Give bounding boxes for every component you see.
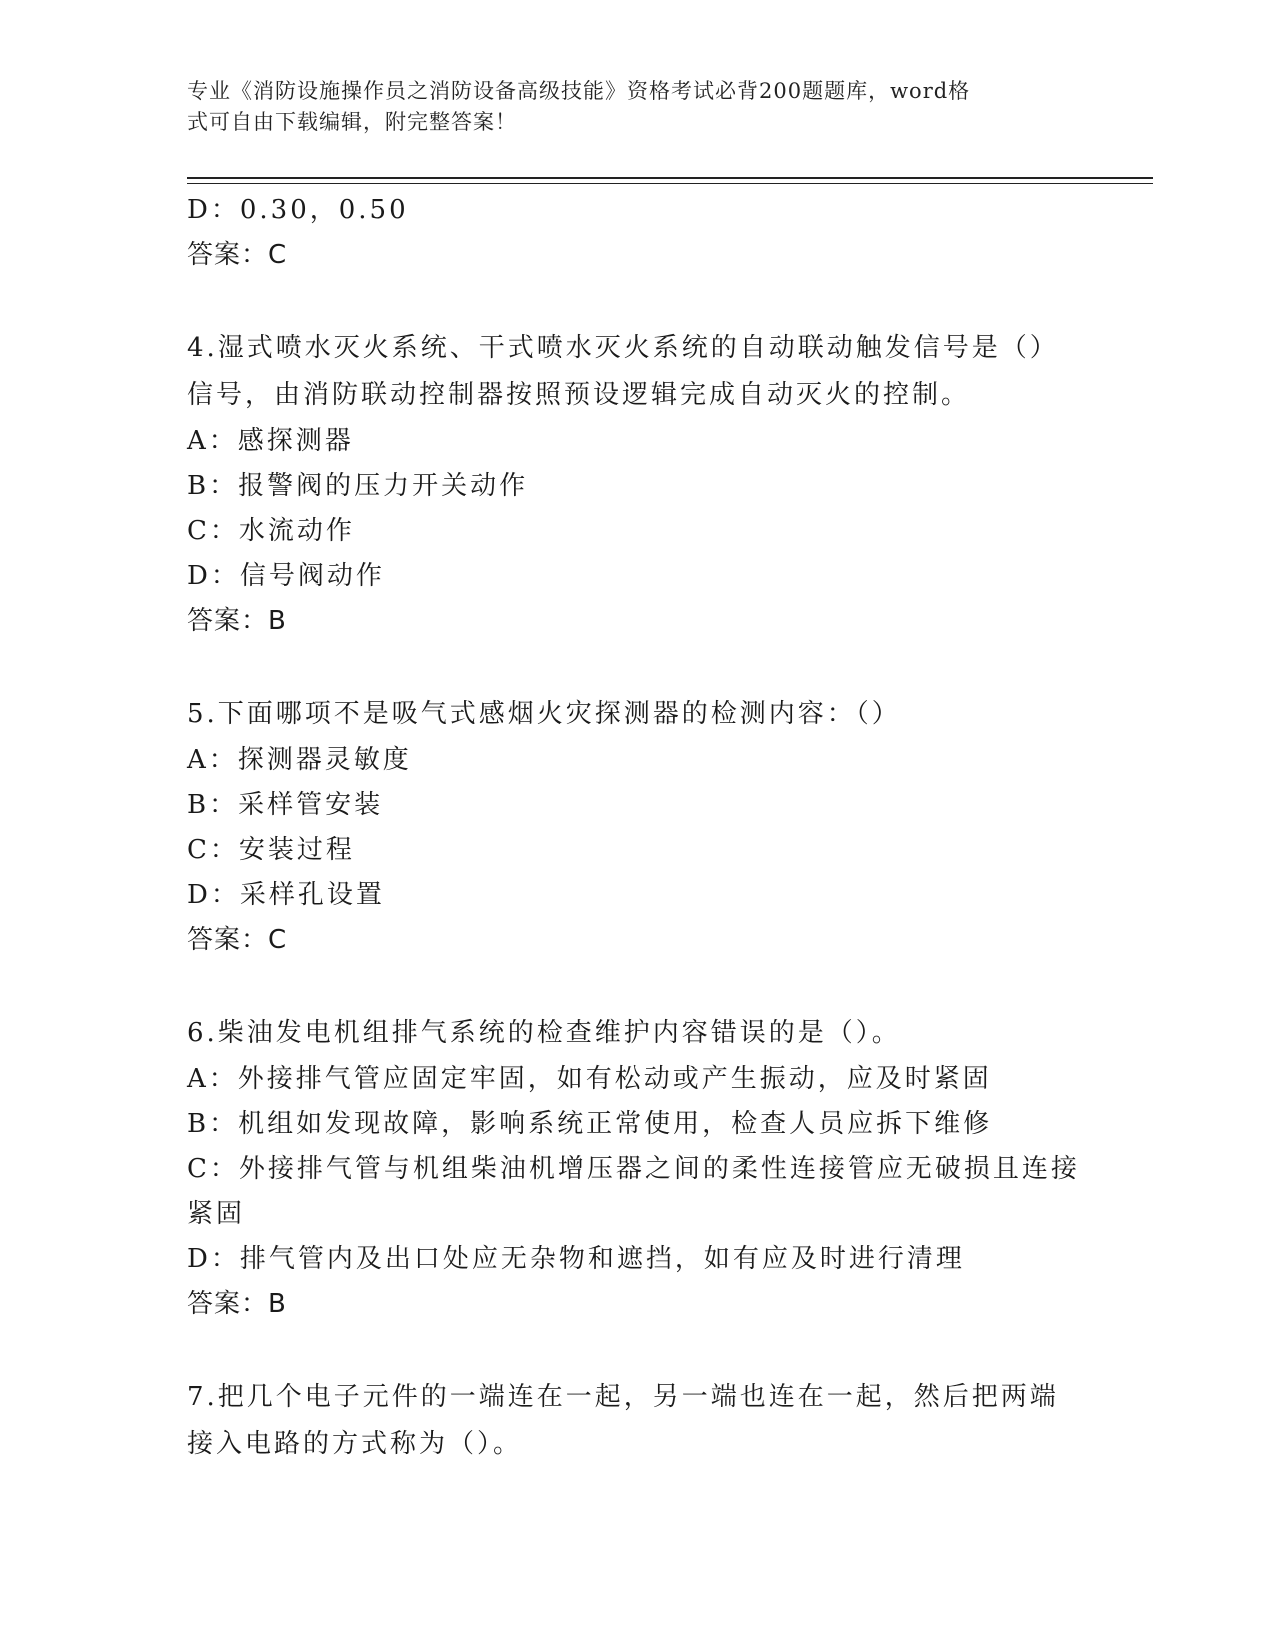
prev-answer: 答案：C — [187, 240, 288, 270]
q6-answer: 答案：B — [187, 1289, 287, 1319]
header-line-2: 式可自由下载编辑，附完整答案！ — [187, 110, 517, 134]
q5-stem: 5.下面哪项不是吸气式感烟火灾探测器的检测内容：（） — [187, 699, 901, 729]
spacer — [187, 963, 1087, 1010]
header-rule-thick — [187, 177, 1153, 179]
q4-option-d: D：信号阀动作 — [187, 561, 385, 591]
spacer — [187, 1327, 1087, 1374]
q5-answer: 答案：C — [187, 925, 288, 955]
q6-option-c-line-1: C：外接排气管与机组柴油机增压器之间的柔性连接管应无破损且连接 — [187, 1154, 1080, 1184]
spacer — [187, 278, 1087, 325]
spacer — [187, 644, 1087, 691]
q5-option-b: B：采样管安装 — [187, 790, 384, 820]
q6-option-c-line-2: 紧固 — [187, 1199, 246, 1229]
document-header — [187, 76, 1067, 138]
q5-option-c: C：安装过程 — [187, 835, 355, 865]
q7-stem-line-2: 接入电路的方式称为（）。 — [187, 1429, 523, 1459]
q4-option-b: B：报警阀的压力开关动作 — [187, 471, 529, 501]
q4-answer: 答案：B — [187, 606, 287, 636]
q5-option-d: D：采样孔设置 — [187, 880, 385, 910]
q6-stem: 6.柴油发电机组排气系统的检查维护内容错误的是（）。 — [187, 1018, 901, 1048]
q6-option-b: B：机组如发现故障，影响系统正常使用，检查人员应拆下维修 — [187, 1109, 993, 1139]
q6-option-d: D：排气管内及出口处应无杂物和遮挡，如有应及时进行清理 — [187, 1244, 965, 1274]
prev-option-d: D：0.30，0.50 — [187, 195, 409, 225]
q4-option-c: C：水流动作 — [187, 516, 355, 546]
question-content — [187, 188, 1087, 1468]
q4-stem-line-2: 信号，由消防联动控制器按照预设逻辑完成自动灭火的控制。 — [187, 380, 971, 410]
header-line-1: 专业《消防设施操作员之消防设备高级技能》资格考试必背200题题库，word格 — [187, 79, 971, 103]
q4-stem-line-1: 4.湿式喷水灭火系统、干式喷水灭火系统的自动联动触发信号是（） — [187, 333, 1059, 363]
q5-option-a: A：探测器灵敏度 — [187, 745, 412, 775]
q6-option-a: A：外接排气管应固定牢固，如有松动或产生振动，应及时紧固 — [187, 1064, 992, 1094]
header-rule-thin — [187, 183, 1153, 184]
q4-option-a: A：感探测器 — [187, 426, 354, 456]
q7-stem-line-1: 7.把几个电子元件的一端连在一起，另一端也连在一起，然后把两端 — [187, 1382, 1059, 1412]
